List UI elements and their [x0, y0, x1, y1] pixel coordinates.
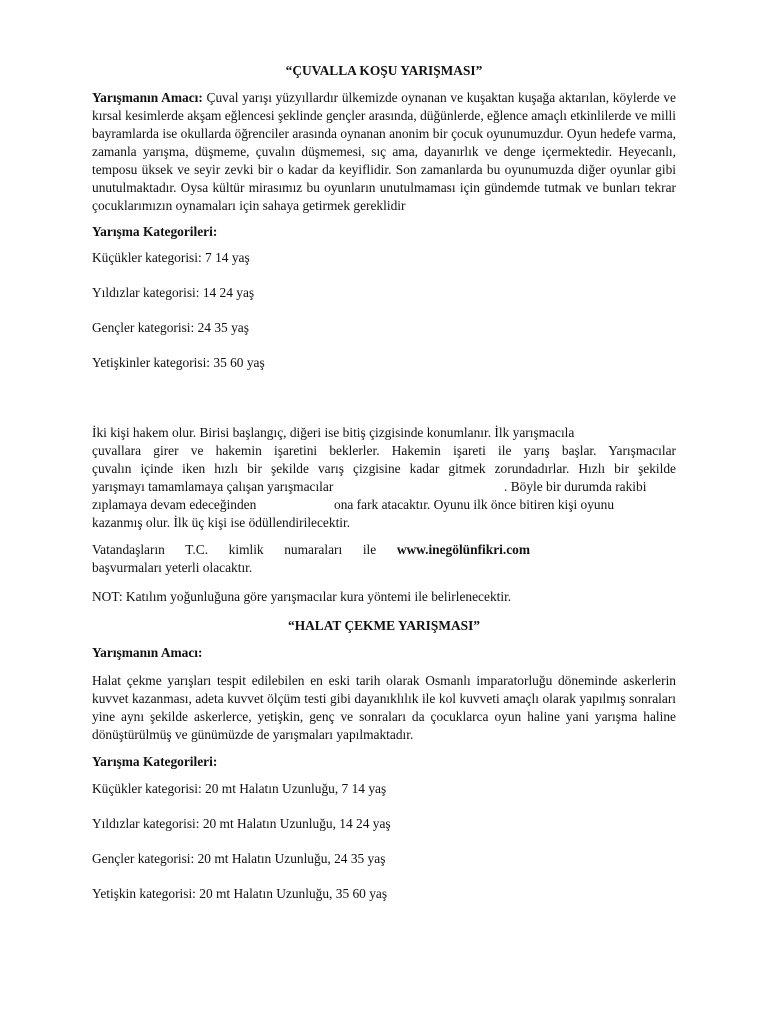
rules-line-split [92, 478, 676, 496]
section1-category-item: Gençler kategorisi: 24 35 yaş [92, 320, 249, 335]
section1-purpose-text: Çuval yarışı yüzyıllardır ülkemizde oynanan ve kuşaktan kuşağa aktarılan, köylerde ve kırsal kesimlerde akşam eğlencesi şeklinde gençler arasında, düğünlerde, eğlence amaçlı etkinlilerde ve milli bayramlarda ise okullarda öğrenciler arasında oynanan anonim bir çocuk oyunumuzdur. Oyun hedefe varma, zamanla yarışma, düşmeme, çuvalın düşmemesi, sıç ama, dayanırlık ve denge içermektedir. Heyecanlı, temposu üksek ve seyir zevki bir o kadar da keyiflidir. Son zamanlarda bu oyunumuzda diğer oyunlar gibi unutulmaktadır. Oysa kültür mirasımız bu oyunların unutulmaması için gündemde tutmak ve bunları tekrar çocuklarımızın oynamaları için sahaya getirmek gereklidir [92, 90, 676, 213]
section2-title: “HALAT ÇEKME YARIŞMASI” [288, 618, 480, 633]
rules-line: ona fark atacaktır. Oyunu ilk önce bitiren kişi oyunu [334, 497, 615, 512]
section2-category-item: Küçükler kategorisi: 20 mt Halatın Uzunluğu, 7 14 yaş [92, 781, 387, 796]
section2-category-item: Gençler kategorisi: 20 mt Halatın Uzunluğu, 24 35 yaş [92, 851, 386, 866]
apply-text-2: başvurmaları yeterli olacaktır. [92, 560, 253, 575]
section2-purpose-label: Yarışmanın Amacı: [92, 645, 203, 660]
rules-line: yarışmayı tamamlamaya çalışan yarışmacılar [92, 479, 334, 494]
rules-line: zıplamaya devam edeceğinden [92, 497, 257, 512]
apply-line [92, 541, 530, 559]
section1-purpose-label: Yarışmanın Amacı: [92, 90, 203, 105]
section2-category-list [92, 780, 676, 903]
rules-line: kazanmış olur. İlk üç kişi ise ödüllendirilecektir. [92, 515, 351, 530]
document-page [92, 62, 676, 903]
rules-line-split [92, 496, 676, 514]
section1-purpose [92, 89, 676, 215]
section2-category-item: Yıldızlar kategorisi: 20 mt Halatın Uzunluğu, 14 24 yaş [92, 816, 391, 831]
rules-line: çuvallara girer ve hakemin işaretini beklerler. Hakemin işareti ile yarış başlar. Yarışmacılar [92, 443, 676, 458]
section1-rules [92, 424, 676, 532]
section2-category-item: Yetişkin kategorisi: 20 mt Halatın Uzunluğu, 35 60 yaş [92, 886, 388, 901]
rules-line: İki kişi hakem olur. Birisi başlangıç, diğeri ise bitiş çizgisinde konumlanır. İlk yarışmacıla [92, 425, 575, 440]
section1-apply [92, 541, 676, 577]
section1-category-item: Yetişkinler kategorisi: 35 60 yaş [92, 355, 265, 370]
section1-category-item: Yıldızlar kategorisi: 14 24 yaş [92, 285, 255, 300]
rules-line: . Böyle bir durumda rakibi [504, 479, 647, 494]
section1-categories-heading: Yarışma Kategorileri: [92, 224, 218, 239]
section1-title: “ÇUVALLA KOŞU YARIŞMASI” [285, 63, 483, 78]
section1-category-item: Küçükler kategorisi: 7 14 yaş [92, 250, 250, 265]
website-link[interactable]: www.inegölünfikri.com [396, 542, 530, 557]
section1-note: NOT: Katılım yoğunluğuna göre yarışmacılar kura yöntemi ile belirlenecektir. [92, 589, 512, 604]
section2-categories-heading: Yarışma Kategorileri: [92, 754, 218, 769]
section1-category-list [92, 249, 676, 372]
apply-text: Vatandaşların T.C. kimlik numaraları ile [92, 542, 377, 557]
rules-line: çuvalın içinde iken hızlı bir şekilde varış çizgisine kadar gitmek zorundadırlar. Hızlı bir şekilde [92, 461, 676, 476]
section2-purpose-text: Halat çekme yarışları tespit edilebilen en eski tarih olarak Osmanlı imparatorluğu döneminde askerlerin kuvvet kazanması, adeta kuvvet ölçüm testi gibi dayanıklılık ile kol kuvveti amaçlı olarak yapılmış sonraları yine aynı şekilde askerlerce, yetişkin, genç ve sonraları da çocuklarca oyun haline yani yarışma haline dönüştürülmüş ve günümüzde de yarışmaları yapılmaktadır. [92, 673, 676, 742]
